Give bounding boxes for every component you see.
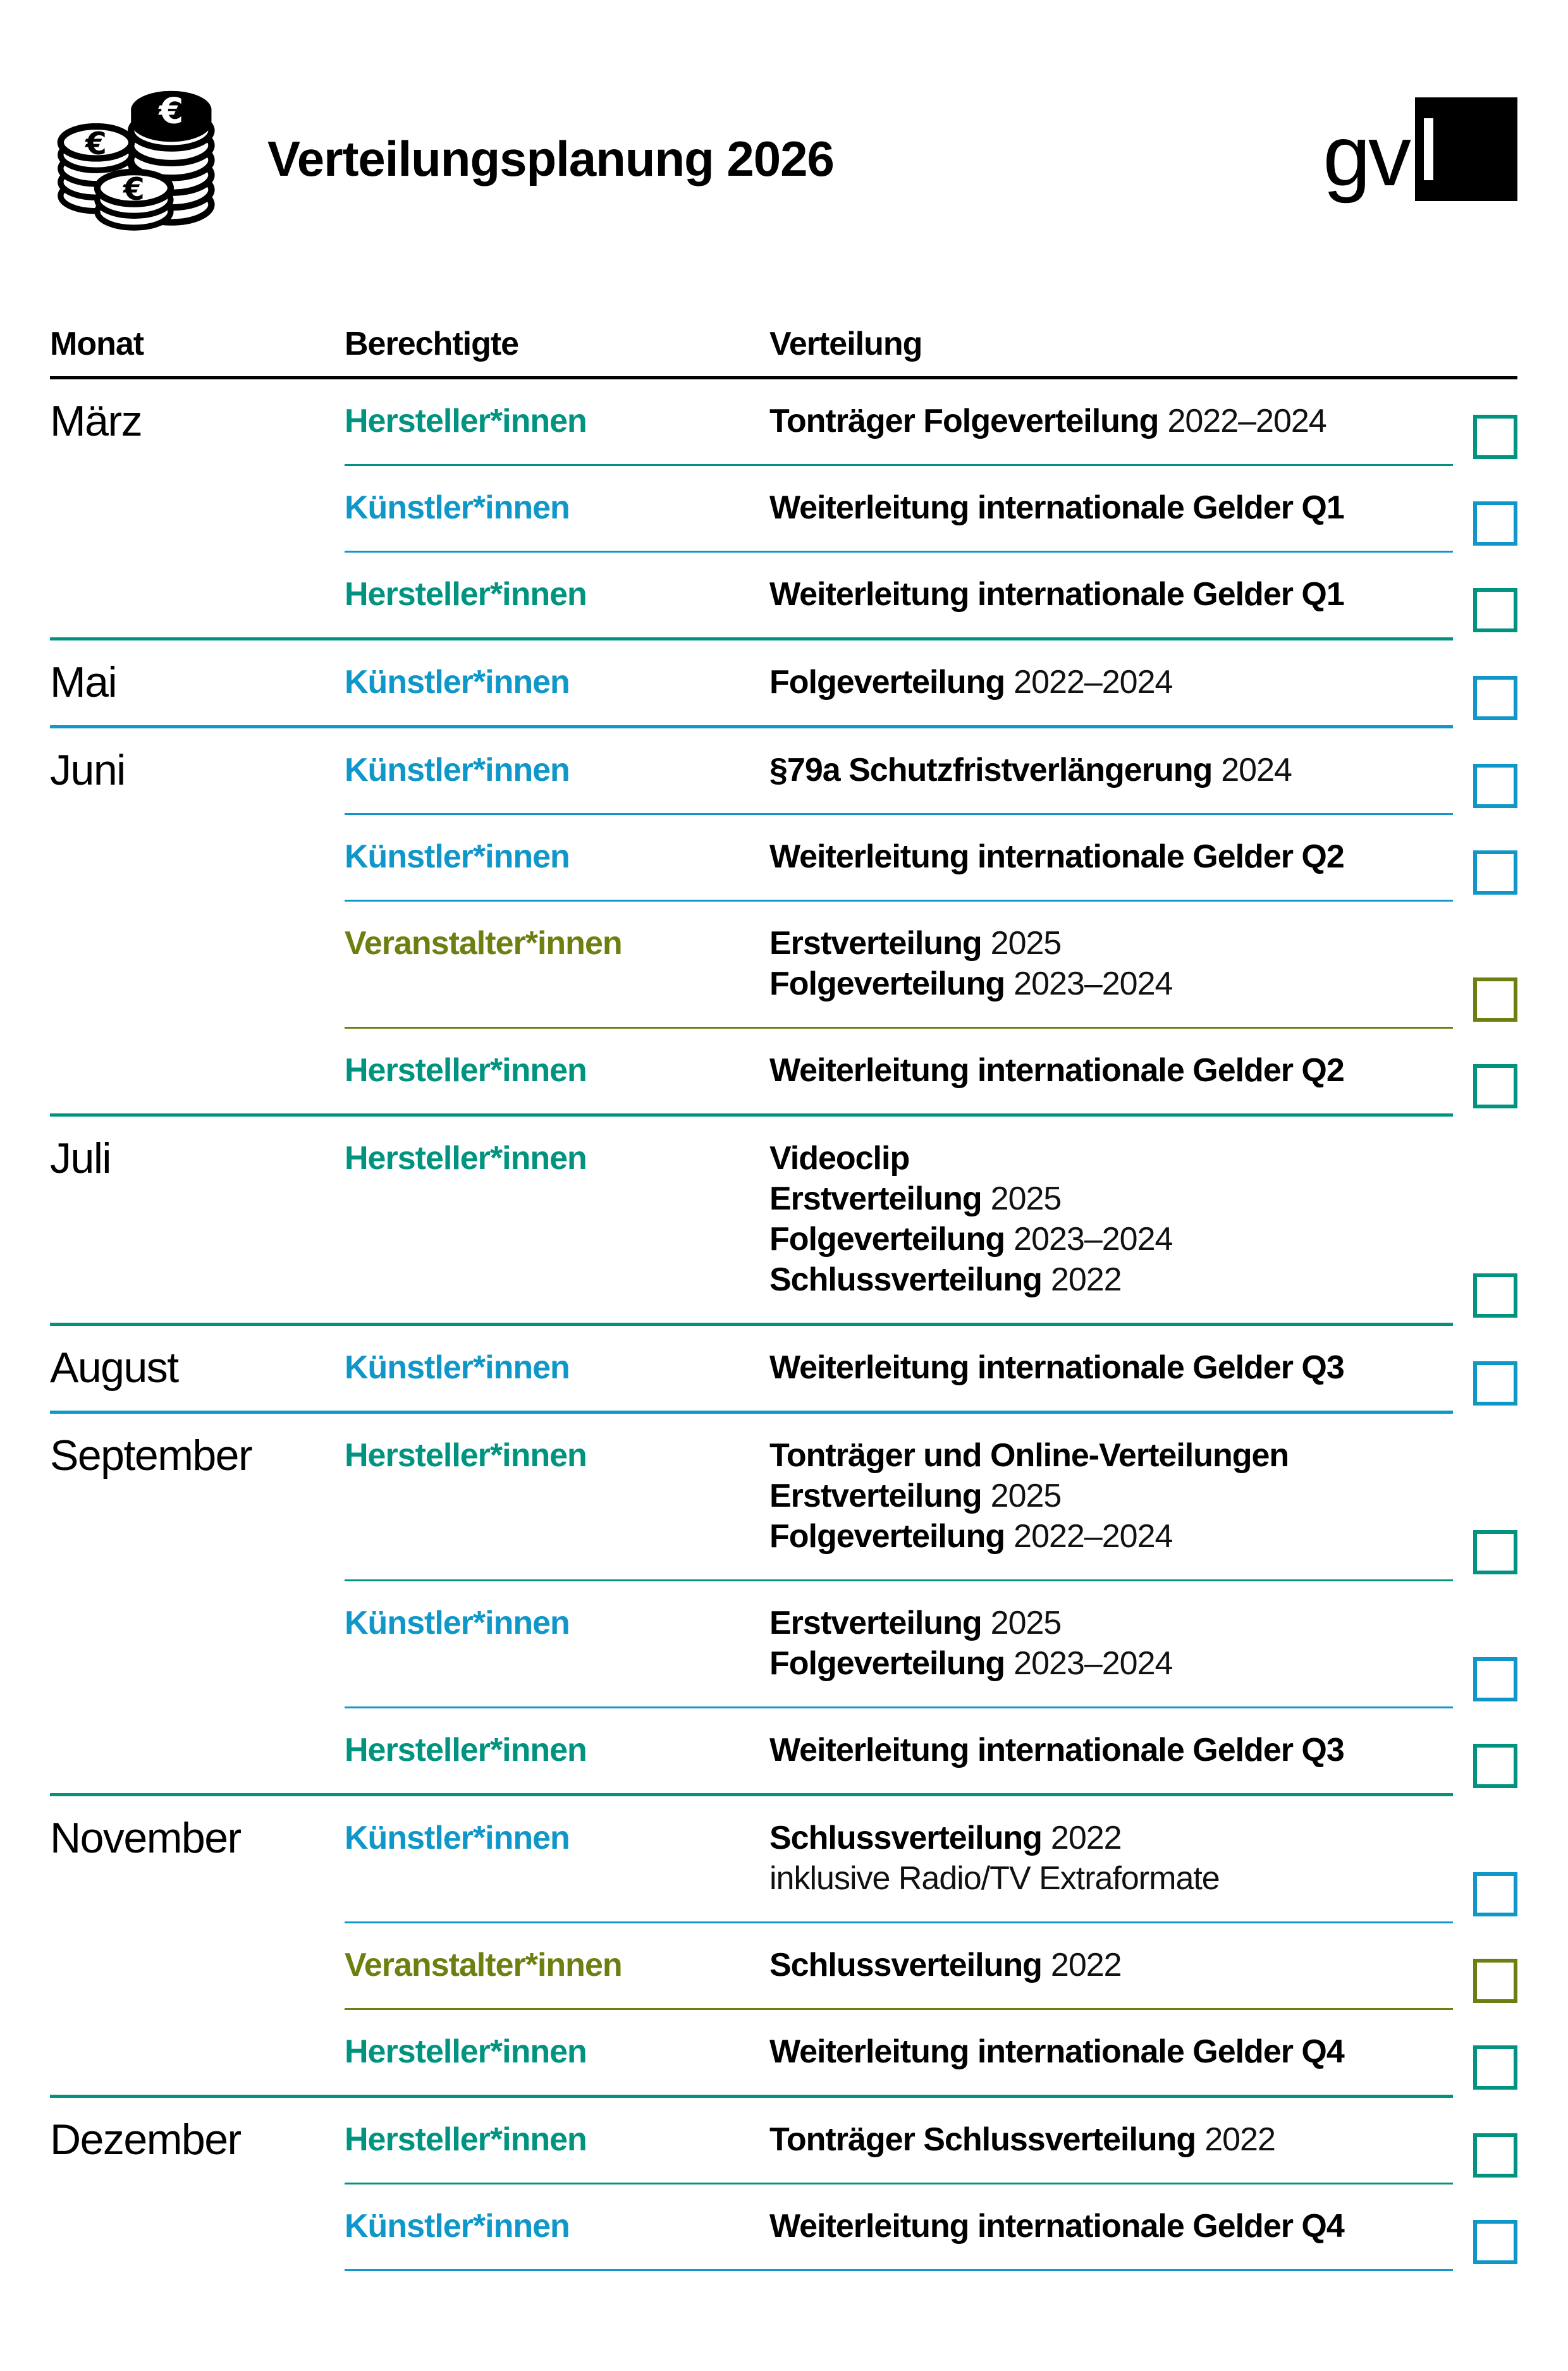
table-row: [50, 1326, 1517, 1411]
table-row: [50, 1117, 1517, 1323]
berechtigte-cell: [345, 2119, 769, 2160]
distribution-line: [769, 1219, 1453, 1259]
category-label: Künstler*innen: [345, 752, 570, 789]
distribution-cell: [769, 750, 1453, 790]
column-header-berechtigte: Berechtigte: [345, 326, 519, 362]
month-label: Mai: [50, 658, 117, 707]
berechtigte-cell: [345, 401, 769, 441]
month-label: September: [50, 1431, 252, 1480]
distribution-line: [769, 1818, 1453, 1858]
distribution-years: 2022: [1050, 1261, 1122, 1299]
distribution-years: 2025: [990, 925, 1062, 962]
table-row: [50, 1708, 1517, 1793]
distribution-line: [769, 923, 1453, 964]
checkbox-cell: [1453, 923, 1517, 1004]
distribution-line: [769, 1476, 1453, 1516]
distribution-line: [769, 2119, 1453, 2160]
category-label: Künstler*innen: [345, 489, 570, 527]
distribution-strong: Erstverteilung: [769, 1605, 982, 1642]
distribution-strong: Schlussverteilung: [769, 1261, 1042, 1299]
table-row: [50, 1029, 1517, 1113]
gvl-logo-text: gv: [1323, 107, 1409, 204]
checkbox-cell: [1453, 401, 1517, 441]
berechtigte-cell: [345, 1347, 769, 1388]
checkbox-cell: [1453, 1818, 1517, 1899]
distribution-cell: [769, 836, 1453, 877]
distribution-cell: [769, 662, 1453, 702]
month-cell: [50, 1134, 345, 1300]
month-cell: [50, 658, 345, 707]
distribution-years: inklusive Radio/TV Extraformate: [769, 1860, 1220, 1897]
month-cell: [50, 487, 345, 528]
euro-symbol: €: [159, 90, 184, 132]
berechtigte-cell: [345, 1818, 769, 1899]
distribution-strong: Weiterleitung internationale Gelder Q4: [769, 2208, 1344, 2245]
month-cell: [50, 2206, 345, 2246]
distribution-cell: [769, 1730, 1453, 1770]
gvl-logo-square: [1415, 97, 1517, 201]
distribution-strong: Weiterleitung internationale Gelder Q1: [769, 576, 1344, 613]
distribution-years: 2022–2024: [1014, 664, 1173, 701]
row-separator: [345, 2269, 1453, 2271]
month-cell: [50, 923, 345, 1004]
checkbox[interactable]: [1473, 676, 1517, 720]
month-label: Dezember: [50, 2116, 241, 2164]
distribution-strong: Folgeverteilung: [769, 664, 1005, 701]
checkbox[interactable]: [1473, 1530, 1517, 1574]
gvl-logo-mark: [1424, 118, 1433, 180]
distribution-line: [769, 401, 1453, 441]
distribution-cell: [769, 1603, 1453, 1684]
table-row: [50, 1796, 1517, 1921]
distribution-line: [769, 1050, 1453, 1091]
checkbox-cell: [1453, 2031, 1517, 2072]
category-label: Hersteller*innen: [345, 2121, 587, 2159]
month-label: März: [50, 397, 142, 446]
distribution-strong: Erstverteilung: [769, 1180, 982, 1218]
distribution-line: [769, 487, 1453, 528]
checkbox-cell: [1453, 1945, 1517, 1985]
table-row: [50, 466, 1517, 551]
distribution-line: [769, 1730, 1453, 1770]
checkbox[interactable]: [1473, 501, 1517, 546]
table-row: [50, 1581, 1517, 1706]
table-row: [50, 902, 1517, 1027]
checkbox-cell: [1453, 1435, 1517, 1557]
berechtigte-cell: [345, 574, 769, 615]
distribution-strong: §79a Schutzfristverlängerung: [769, 752, 1213, 789]
category-label: Veranstalter*innen: [345, 925, 622, 962]
distribution-line: [769, 1603, 1453, 1643]
berechtigte-cell: [345, 750, 769, 790]
berechtigte-cell: [345, 1730, 769, 1770]
table-row: [50, 379, 1517, 464]
distribution-strong: Weiterleitung internationale Gelder Q2: [769, 1052, 1344, 1089]
gvl-logo: [1323, 97, 1517, 204]
checkbox[interactable]: [1473, 1064, 1517, 1108]
berechtigte-cell: [345, 1050, 769, 1091]
column-header-checkbox-spacer: [1453, 326, 1517, 362]
month-cell: [50, 397, 345, 446]
category-label: Hersteller*innen: [345, 1052, 587, 1089]
category-label: Veranstalter*innen: [345, 1947, 622, 1984]
distribution-strong: Erstverteilung: [769, 925, 982, 962]
berechtigte-cell: [345, 2031, 769, 2072]
category-label: Künstler*innen: [345, 838, 570, 876]
masthead: [50, 83, 1517, 234]
table-row: [50, 815, 1517, 900]
checkbox-cell: [1453, 1050, 1517, 1091]
table-row: [50, 2184, 1517, 2269]
month-label: November: [50, 1814, 241, 1863]
distribution-years: 2023–2024: [1014, 1221, 1173, 1258]
berechtigte-cell: [345, 1945, 769, 1985]
berechtigte-cell: [345, 1603, 769, 1684]
euro-coins-icon: [50, 83, 216, 234]
category-label: Künstler*innen: [345, 1820, 570, 1857]
month-cell: [50, 1431, 345, 1557]
distribution-strong: Erstverteilung: [769, 1478, 982, 1515]
month-cell: [50, 1945, 345, 1985]
month-cell: [50, 1814, 345, 1899]
checkbox[interactable]: [1473, 1872, 1517, 1916]
checkbox[interactable]: [1473, 1657, 1517, 1701]
checkbox[interactable]: [1473, 850, 1517, 895]
table-row: [50, 2010, 1517, 2095]
distribution-line: [769, 1516, 1453, 1557]
distribution-strong: Weiterleitung internationale Gelder Q2: [769, 838, 1344, 876]
distribution-strong: Schlussverteilung: [769, 1947, 1042, 1984]
distribution-line: [769, 964, 1453, 1004]
berechtigte-cell: [345, 662, 769, 702]
checkbox[interactable]: [1473, 1744, 1517, 1788]
distribution-years: 2023–2024: [1014, 1645, 1173, 1682]
distribution-cell: [769, 2206, 1453, 2246]
table-row: [50, 553, 1517, 637]
distribution-line: [769, 1179, 1453, 1219]
checkbox-cell: [1453, 1603, 1517, 1684]
distribution-years: 2024: [1221, 752, 1292, 789]
distribution-line: [769, 1945, 1453, 1985]
month-cell: [50, 1050, 345, 1091]
checkbox[interactable]: [1473, 2133, 1517, 2178]
distribution-strong: Folgeverteilung: [769, 965, 1005, 1003]
distribution-cell: [769, 1818, 1453, 1899]
distribution-strong: Weiterleitung internationale Gelder Q1: [769, 489, 1344, 527]
distribution-years: 2025: [990, 1180, 1062, 1218]
distribution-years: 2022: [1050, 1820, 1122, 1857]
category-label: Hersteller*innen: [345, 1437, 587, 1474]
month-cell: [50, 574, 345, 615]
distribution-cell: [769, 1050, 1453, 1091]
checkbox[interactable]: [1473, 1273, 1517, 1318]
table-row: [50, 728, 1517, 813]
distribution-line: [769, 1138, 1453, 1179]
month-cell: [50, 1344, 345, 1392]
distribution-strong: Folgeverteilung: [769, 1518, 1005, 1555]
page-title: Verteilungsplanung 2026: [267, 131, 834, 187]
distribution-cell: [769, 2031, 1453, 2072]
distribution-line: [769, 836, 1453, 877]
checkbox-cell: [1453, 836, 1517, 877]
checkbox-cell: [1453, 662, 1517, 702]
berechtigte-cell: [345, 923, 769, 1004]
checkbox-cell: [1453, 1138, 1517, 1300]
distribution-strong: Tonträger und Online-Verteilungen: [769, 1437, 1289, 1474]
month-cell: [50, 836, 345, 877]
category-label: Hersteller*innen: [345, 403, 587, 440]
table-row: [50, 1414, 1517, 1579]
distribution-years: 2022: [1204, 2121, 1275, 2159]
berechtigte-cell: [345, 836, 769, 877]
column-header-monat: Monat: [50, 326, 144, 362]
distribution-years: 2023–2024: [1014, 965, 1173, 1003]
distribution-years: 2025: [990, 1478, 1062, 1515]
berechtigte-cell: [345, 487, 769, 528]
berechtigte-cell: [345, 1138, 769, 1300]
category-label: Künstler*innen: [345, 664, 570, 701]
checkbox-cell: [1453, 574, 1517, 615]
distribution-years: 2025: [990, 1605, 1062, 1642]
category-label: Hersteller*innen: [345, 1732, 587, 1769]
distribution-cell: [769, 487, 1453, 528]
checkbox[interactable]: [1473, 588, 1517, 632]
distribution-strong: Folgeverteilung: [769, 1645, 1005, 1682]
distribution-line: [769, 574, 1453, 615]
distribution-strong: Tonträger Folgeverteilung: [769, 403, 1159, 440]
berechtigte-cell: [345, 1435, 769, 1557]
distribution-strong: Tonträger Schlussverteilung: [769, 2121, 1196, 2159]
table-header: [50, 326, 1517, 362]
euro-symbol: €: [85, 126, 107, 162]
table-row: [50, 1923, 1517, 2008]
category-label: Künstler*innen: [345, 2208, 570, 2245]
distribution-cell: [769, 1435, 1453, 1557]
brand-left: [50, 83, 834, 234]
category-label: Hersteller*innen: [345, 576, 587, 613]
distribution-years: 2022–2024: [1014, 1518, 1173, 1555]
checkbox[interactable]: [1473, 1959, 1517, 2003]
distribution-line: [769, 662, 1453, 702]
month-label: Juni: [50, 746, 125, 795]
table-row: [50, 640, 1517, 725]
distribution-line: [769, 750, 1453, 790]
month-cell: [50, 2031, 345, 2072]
checkbox-cell: [1453, 487, 1517, 528]
checkbox[interactable]: [1473, 2220, 1517, 2264]
table-row: [50, 2098, 1517, 2183]
euro-symbol: €: [123, 172, 145, 208]
month-cell: [50, 746, 345, 795]
checkbox[interactable]: [1473, 1361, 1517, 1406]
distribution-cell: [769, 1347, 1453, 1388]
distribution-cell: [769, 401, 1453, 441]
distribution-cell: [769, 574, 1453, 615]
month-label: Juli: [50, 1134, 111, 1183]
checkbox-cell: [1453, 1347, 1517, 1388]
checkbox[interactable]: [1473, 415, 1517, 459]
category-label: Künstler*innen: [345, 1605, 570, 1642]
distribution-line: [769, 1643, 1453, 1684]
distribution-cell: [769, 923, 1453, 1004]
checkbox[interactable]: [1473, 764, 1517, 808]
distribution-years: 2022: [1050, 1947, 1122, 1984]
distribution-line: [769, 2206, 1453, 2246]
distribution-cell: [769, 1945, 1453, 1985]
distribution-line: [769, 1347, 1453, 1388]
category-label: Künstler*innen: [345, 1349, 570, 1387]
category-label: Hersteller*innen: [345, 2033, 587, 2071]
distribution-strong: Weiterleitung internationale Gelder Q3: [769, 1732, 1344, 1769]
distribution-cell: [769, 1138, 1453, 1300]
checkbox-cell: [1453, 1730, 1517, 1770]
checkbox-cell: [1453, 2119, 1517, 2160]
distribution-strong: Weiterleitung internationale Gelder Q4: [769, 2033, 1344, 2071]
distribution-strong: Weiterleitung internationale Gelder Q3: [769, 1349, 1344, 1387]
category-label: Hersteller*innen: [345, 1140, 587, 1177]
month-cell: [50, 1603, 345, 1684]
column-header-verteilung: Verteilung: [769, 326, 922, 362]
table-body: [50, 379, 1517, 2271]
month-cell: [50, 1730, 345, 1770]
distribution-line: [769, 1435, 1453, 1476]
distribution-strong: Schlussverteilung: [769, 1820, 1042, 1857]
distribution-line: [769, 1259, 1453, 1300]
distribution-line: [769, 2031, 1453, 2072]
checkbox[interactable]: [1473, 977, 1517, 1022]
checkbox-cell: [1453, 2206, 1517, 2246]
distribution-cell: [769, 2119, 1453, 2160]
berechtigte-cell: [345, 2206, 769, 2246]
distribution-strong: Videoclip: [769, 1140, 910, 1177]
checkbox-cell: [1453, 750, 1517, 790]
distribution-years: 2022–2024: [1167, 403, 1326, 440]
month-cell: [50, 2116, 345, 2164]
distribution-line: [769, 1858, 1453, 1899]
distribution-strong: Folgeverteilung: [769, 1221, 1005, 1258]
month-label: August: [50, 1344, 178, 1392]
checkbox[interactable]: [1473, 2045, 1517, 2090]
